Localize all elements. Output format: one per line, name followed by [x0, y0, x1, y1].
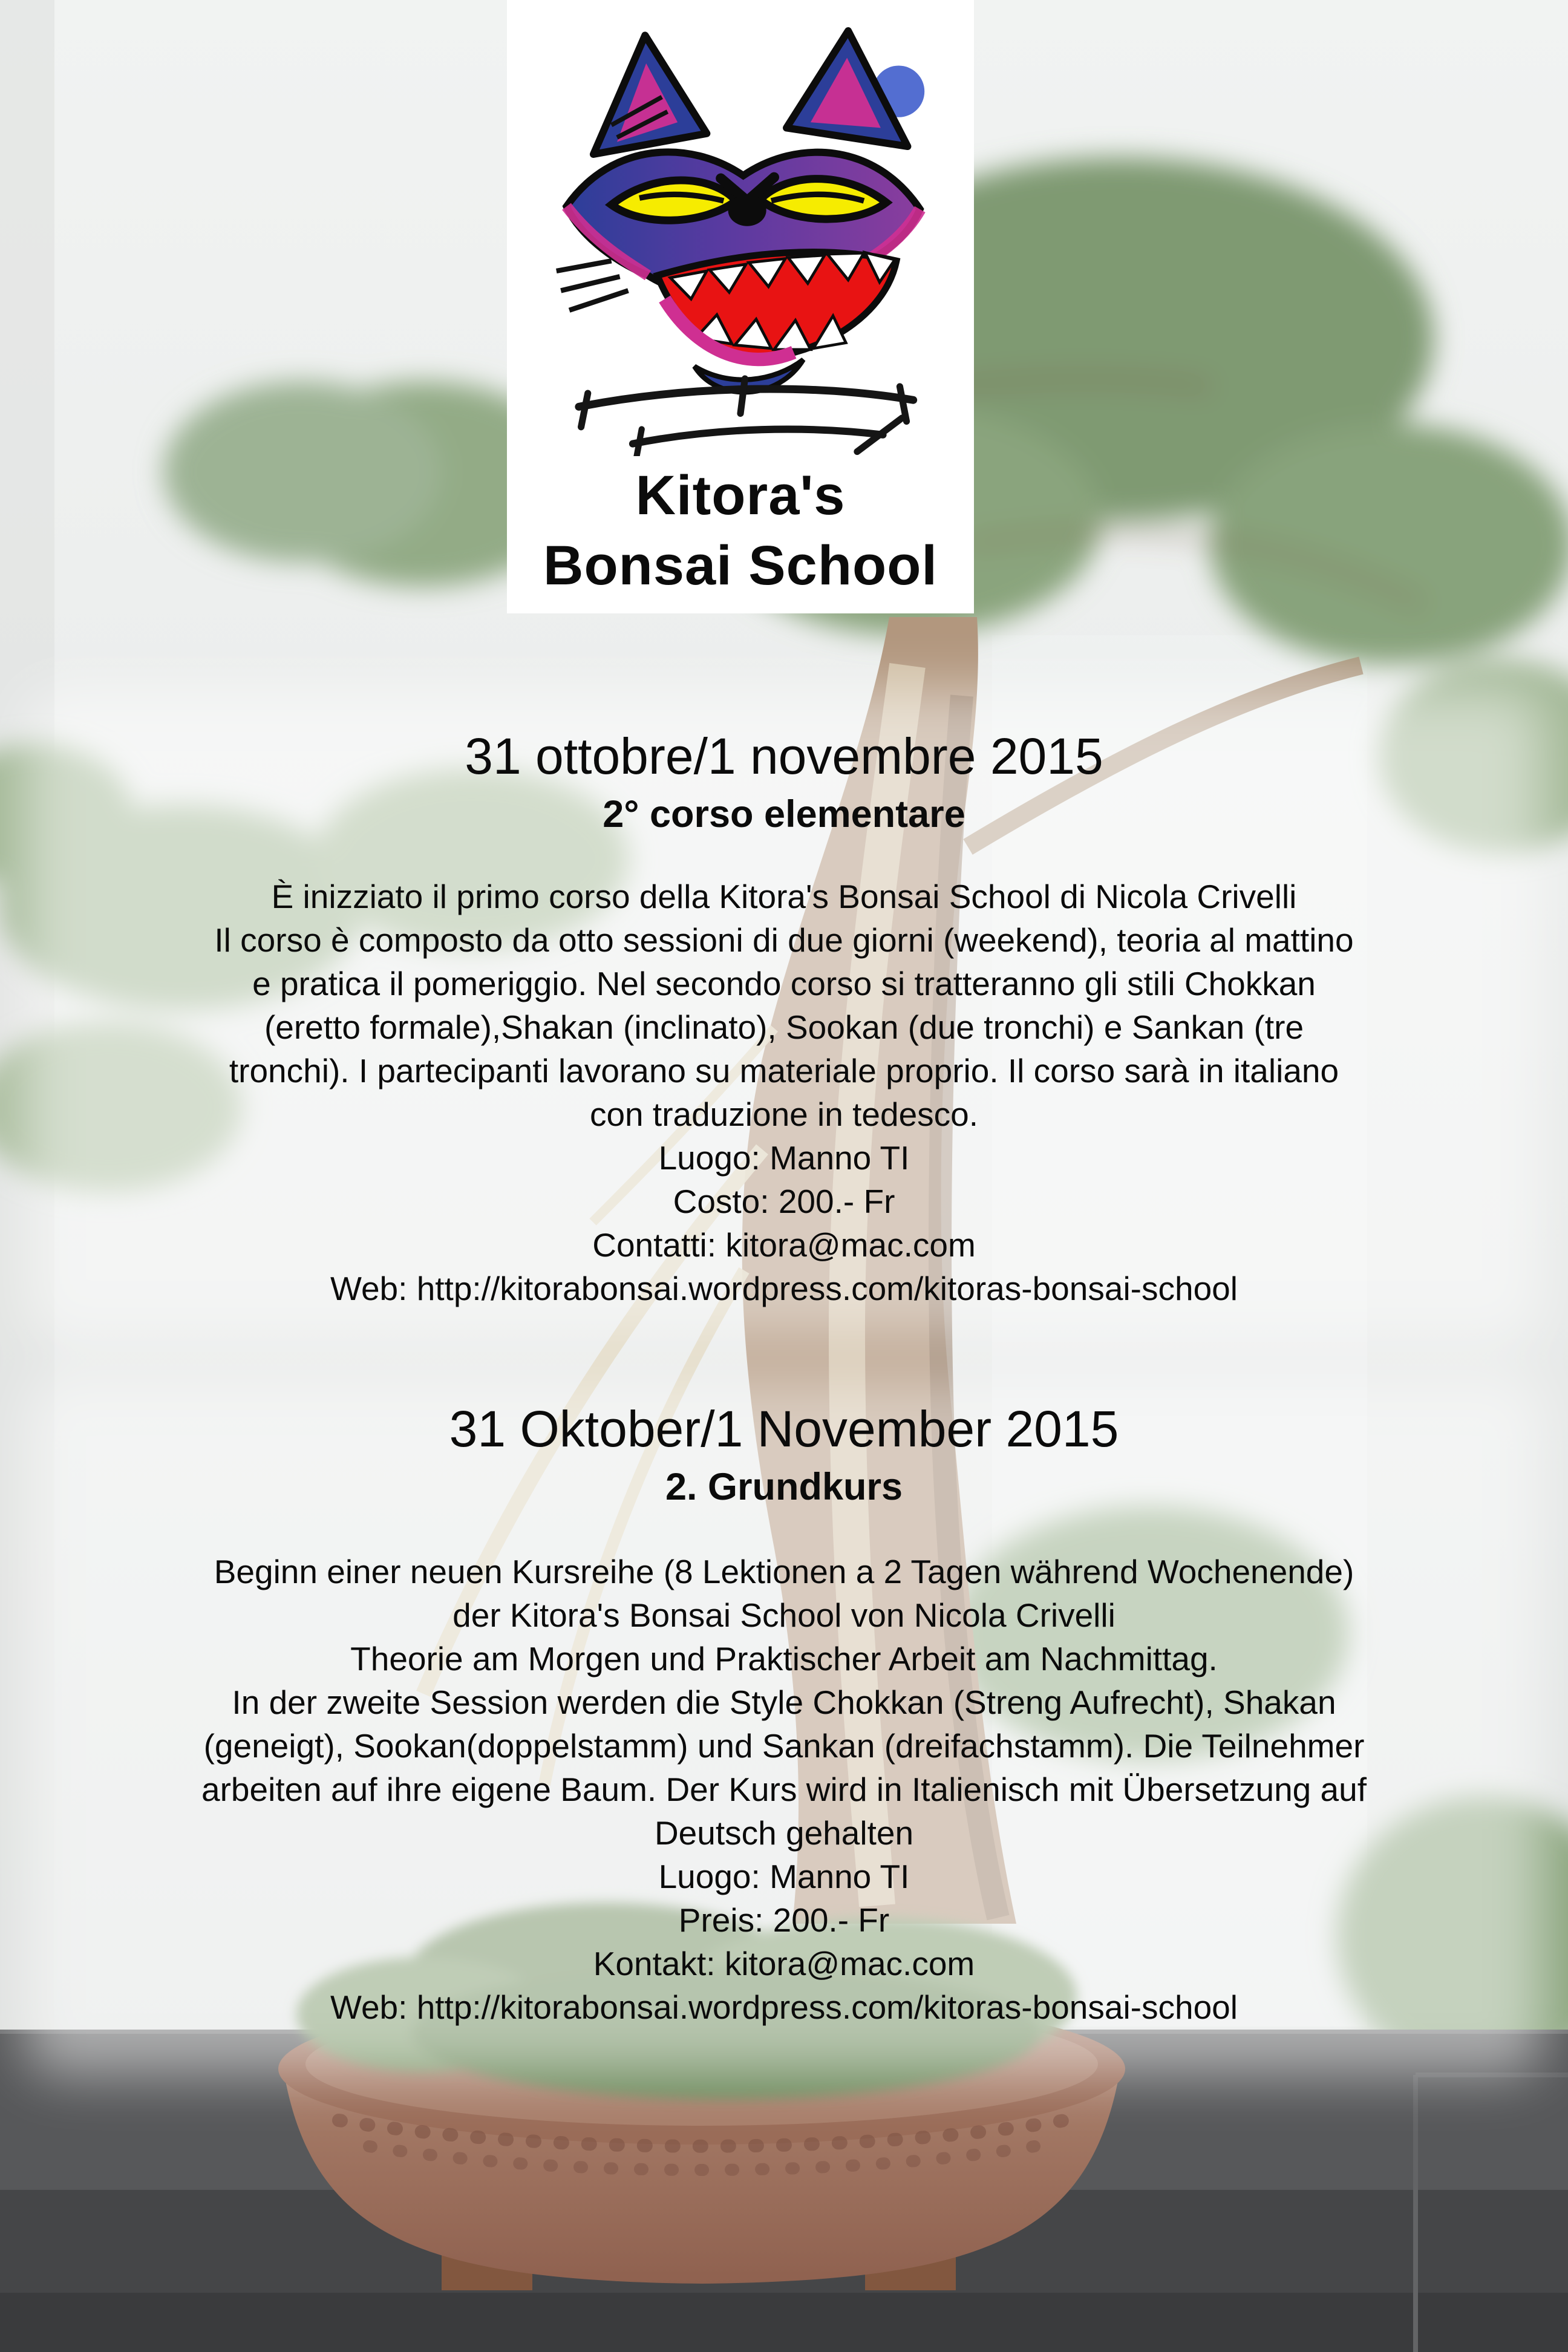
italian-body-line: tronchi). I partecipanti lavorano su materiale proprio. Il corso sarà in italiano [229, 1052, 1339, 1089]
logo-panel [507, 0, 974, 613]
italian-body-line: (eretto formale),Shakan (inclinato), Sookan (due tronchi) e Sankan (tre [264, 1008, 1304, 1046]
italian-body-text [0, 875, 1568, 1310]
italian-web-line: Web: http://kitorabonsai.wordpress.com/kitoras-bonsai-school [330, 1270, 1238, 1307]
italian-body-line: con traduzione in tedesco. [589, 1096, 979, 1133]
italian-location-line: Luogo: Manno TI [658, 1139, 910, 1177]
german-body-line: Deutsch gehalten [654, 1814, 914, 1852]
german-web-line: Web: http://kitorabonsai.wordpress.com/kitoras-bonsai-school [330, 1988, 1238, 2026]
german-location-line: Luogo: Manno TI [658, 1858, 910, 1895]
school-name-line1: Kitora's [635, 465, 846, 526]
german-body-line: arbeiten auf ihre eigene Baum. Der Kurs wird in Italienisch mit Übersetzung auf [201, 1771, 1367, 1808]
italian-contact-line: Contatti: kitora@mac.com [592, 1226, 976, 1264]
german-course-subheading: 2. Grundkurs [665, 1466, 903, 1508]
italian-course-subheading: 2° corso elementare [603, 793, 965, 835]
german-body-line: (geneigt), Sookan(doppelstamm) und Sankan (dreifachstamm). Die Teilnehmer [203, 1727, 1365, 1765]
german-body-line: In der zweite Session werden die Style Chokkan (Streng Aufrecht), Shakan [232, 1684, 1336, 1721]
german-date-heading: 31 Oktober/1 November 2015 [449, 1400, 1119, 1457]
italian-body-line: Il corso è composto da otto sessioni di due giorni (weekend), teoria al mattino [214, 921, 1354, 959]
italian-date-heading: 31 ottobre/1 novembre 2015 [465, 728, 1103, 785]
german-body-line: Beginn einer neuen Kursreihe (8 Lektionen a 2 Tagen während Wochenende) [214, 1553, 1354, 1590]
german-body-line: Theorie am Morgen und Praktischer Arbeit am Nachmittag. [350, 1640, 1218, 1677]
cat-face [557, 31, 924, 392]
wire-sketch-icon [579, 379, 913, 456]
school-name-line2: Bonsai School [543, 535, 938, 596]
kitora-cat-logo-icon [527, 7, 954, 456]
italian-body-line: È inizziato il primo corso della Kitora's Bonsai School di Nicola Crivelli [271, 878, 1297, 915]
italian-price-line: Costo: 200.- Fr [673, 1183, 895, 1220]
italian-body-line: e pratica il pomeriggio. Nel secondo corso si tratteranno gli stili Chokkan [252, 965, 1316, 1002]
german-body-text [0, 1550, 1568, 2029]
german-course-section [0, 1399, 1568, 2029]
italian-course-section [0, 726, 1568, 1310]
german-body-line: der Kitora's Bonsai School von Nicola Crivelli [452, 1596, 1116, 1634]
german-price-line: Preis: 200.- Fr [678, 1901, 890, 1939]
german-contact-line: Kontakt: kitora@mac.com [593, 1945, 975, 1982]
